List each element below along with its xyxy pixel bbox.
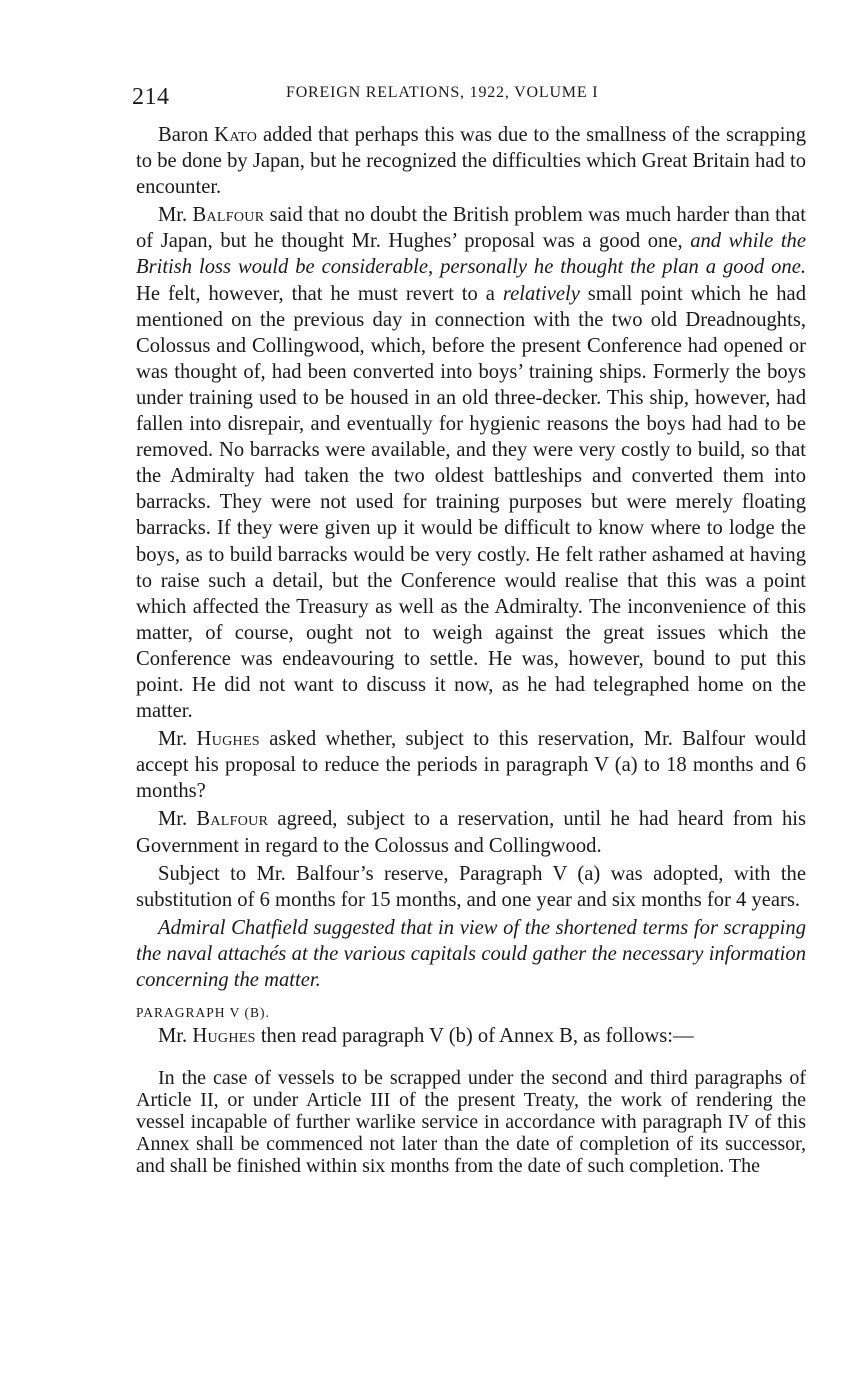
paragraph-text: then read paragraph V (b) of Annex B, as follows:— <box>255 1025 694 1048</box>
paragraph-text: small point which he had mentioned on the previous day in connection with the two old Dreadnoughts, Colossus and Collingwood, which, before the present Conference had opened or was thought of, had been converted into boys’ training ships. Formerly the boys under training used to be housed in an old three-decker. This ship, however, had fallen into disrepair, and eventually for hygienic reasons the boys had had to be removed. No barracks were available, and they were very costly to build, so that the Admiralty had taken the two oldest battleships and converted them into barracks. They were not used for training purposes but were merely floating barracks. If they were given up it would be difficult to know where to lodge the boys, as to build barracks would be very costly. He felt rather ashamed at having to raise such a detail, but the Conference would realise that this was a point which affected the Treasury as well as the Admiralty. The inconvenience of this matter, of course, ought not to weigh against the great issues which the Conference was endeavouring to settle. He was, however, bound to put this point. He did not want to discuss it now, as he had telegraphed home on the matter. <box>136 282 806 723</box>
paragraph-text: added that perhaps this was due to the smallness of the scrapping to be done by Japan, but he recognized the difficulties which Great Britain had to encounter. <box>136 124 807 199</box>
speaker-name: Kato <box>214 124 258 146</box>
italic-text: Admiral Chatfield suggested that in view of the shortened terms for scrapping the naval attachés at the various capitals could gather the necessary information concerning the matter. <box>136 916 806 991</box>
paragraph-text: Mr. <box>158 808 197 831</box>
paragraph-text: He felt, however, that he must revert to a <box>136 282 503 305</box>
speaker-name: Balfour <box>192 204 265 227</box>
paragraph-kato <box>136 122 806 200</box>
paragraph-text: Mr. <box>158 1025 193 1048</box>
running-head-title: FOREIGN RELATIONS, 1922, VOLUME I <box>286 84 599 101</box>
paragraph-text: asked whether, subject to this reservation, Mr. Balfour would accept his proposal to reduce the periods in paragraph V (a) to 18 months and 6 months? <box>136 728 806 803</box>
page-number: 214 <box>132 84 170 110</box>
body-text <box>136 122 806 1049</box>
paragraph-text: said that no doubt the British problem was much harder than that of Japan, but he thought Mr. Hughes’ proposal was a good one, <box>136 204 806 253</box>
document-page <box>132 78 807 1178</box>
paragraph-text: Baron <box>158 124 215 146</box>
paragraph-chatfield <box>136 915 806 993</box>
paragraph-hughes-question <box>136 726 806 804</box>
speaker-name: Hughes <box>192 1025 256 1048</box>
paragraph-adopted: Subject to Mr. Balfour’s reserve, Paragraph V (a) was adopted, with the substitution of 6 months for 15 months, and one year and six months for 4 years. <box>136 862 806 911</box>
paragraph-balfour-agreed <box>136 806 806 858</box>
italic-text: and while the British loss would be considerable, personally he thought the plan a good one. <box>136 230 806 279</box>
speaker-name: Hughes <box>196 728 260 751</box>
speaker-name: Balfour <box>196 808 269 831</box>
italic-text: relatively <box>502 282 580 305</box>
paragraph-text: Mr. <box>158 204 193 227</box>
running-head <box>132 78 806 112</box>
paragraph-text: agreed, subject to a reservation, until he had heard from his Government in regard to the Colossus and Collingwood. <box>136 808 806 857</box>
quote-text: In the case of vessels to be scrapped under the second and third paragraphs of Article II, or under Article III of the present Treaty, the work of rendering the vessel incapable of further warlike service in accordance with paragraph IV of this Annex shall be commenced not later than the date of completion of its successor, and shall be finished within six months from the date of such completion. The <box>136 1067 806 1178</box>
block-quote <box>136 1067 806 1177</box>
paragraph-text: Mr. <box>158 728 197 751</box>
section-heading: PARAGRAPH V (B). <box>136 1005 270 1021</box>
paragraph-hughes-read <box>136 1023 806 1049</box>
paragraph-balfour <box>136 202 806 724</box>
